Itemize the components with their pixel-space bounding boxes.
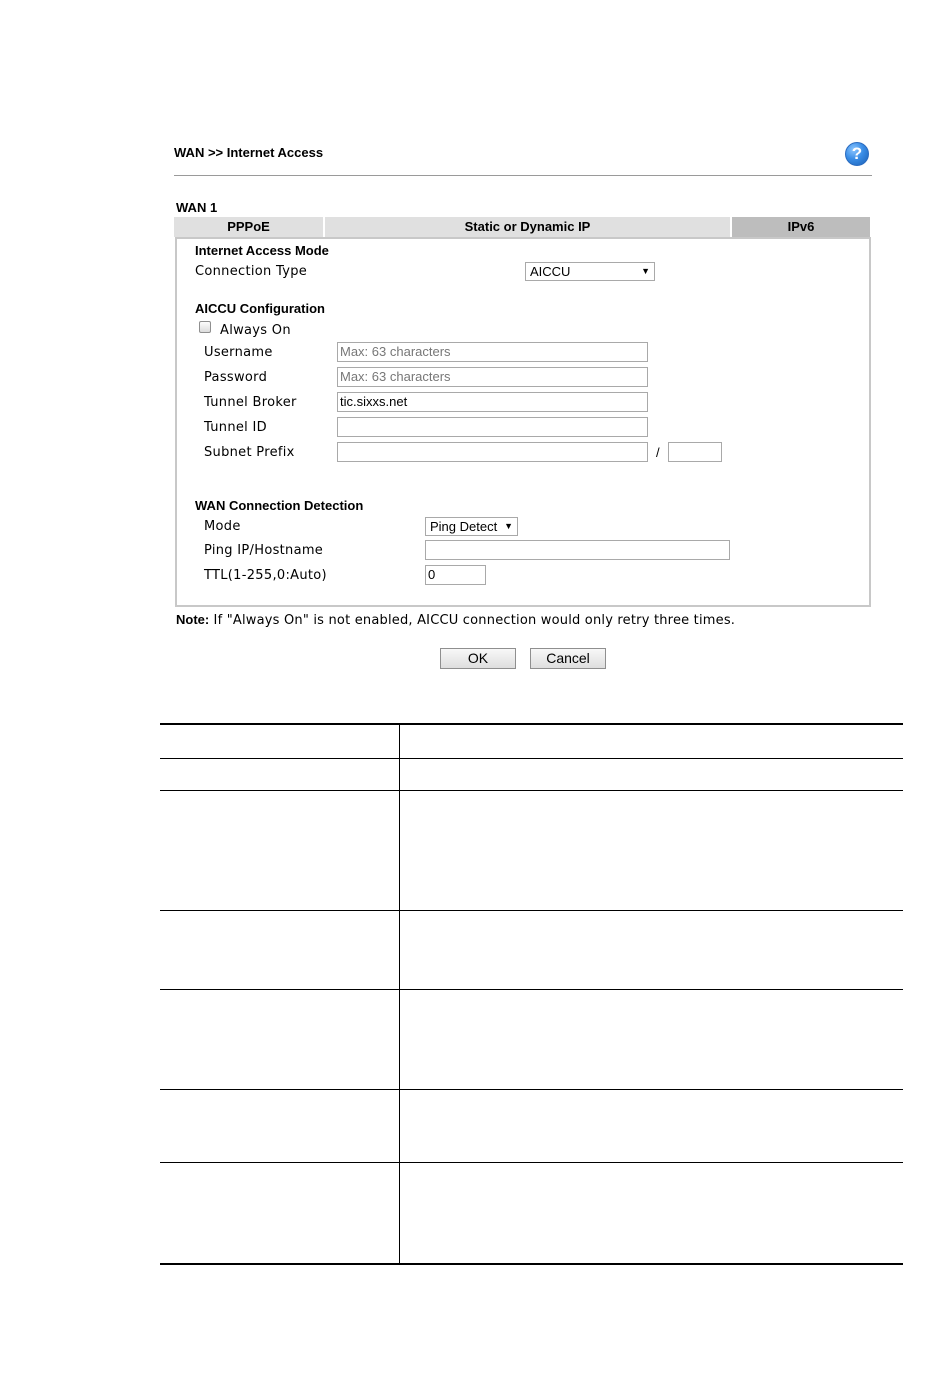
wan-label: WAN 1 [176, 200, 218, 215]
ttl-label: TTL(1-255,0:Auto) [204, 568, 327, 583]
table-row-divider [160, 1162, 903, 1163]
always-on-checkbox[interactable] [199, 321, 211, 333]
mode-label: Mode [204, 519, 241, 534]
table-bottom-border [160, 1263, 903, 1265]
table-row-divider [160, 758, 903, 759]
password-input[interactable]: Max: 63 characters [337, 367, 648, 387]
note-text [176, 612, 735, 628]
prefix-separator: / [656, 445, 660, 460]
tunnel-id-label: Tunnel ID [204, 420, 267, 435]
connection-type-select[interactable] [525, 262, 655, 281]
page-title: WAN >> Internet Access [174, 145, 324, 160]
tab-pppoe[interactable]: PPPoE [174, 217, 323, 237]
username-input[interactable]: Max: 63 characters [337, 342, 648, 362]
password-label: Password [204, 370, 268, 385]
mode-value: Ping Detect [430, 519, 498, 534]
wan-connection-detection-heading: WAN Connection Detection [195, 498, 364, 513]
ping-hostname-input[interactable] [425, 540, 730, 560]
tunnel-broker-label: Tunnel Broker [204, 395, 297, 410]
title-divider [174, 175, 872, 176]
table-row-divider [160, 1089, 903, 1090]
tunnel-id-input[interactable] [337, 417, 648, 437]
always-on-label: Always On [220, 323, 291, 338]
dropdown-arrow-icon: ▼ [641, 266, 650, 276]
subnet-prefix-input[interactable] [337, 442, 648, 462]
username-label: Username [204, 345, 273, 360]
mode-select[interactable] [425, 517, 518, 536]
cancel-button[interactable]: Cancel [530, 648, 606, 669]
ping-hostname-label: Ping IP/Hostname [204, 543, 324, 558]
note-prefix: Note: [176, 612, 210, 627]
note-body: If "Always On" is not enabled, AICCU connection would only retry three times. [209, 613, 736, 628]
dropdown-arrow-icon: ▼ [504, 521, 513, 531]
aiccu-configuration-heading: AICCU Configuration [195, 301, 325, 316]
connection-type-label: Connection Type [195, 264, 308, 279]
table-row-divider [160, 790, 903, 791]
subnet-prefix-label: Subnet Prefix [204, 445, 295, 460]
tunnel-broker-input[interactable]: tic.sixxs.net [337, 392, 648, 412]
ok-button[interactable]: OK [440, 648, 516, 669]
tab-ipv6[interactable]: IPv6 [732, 217, 870, 237]
prefix-length-input[interactable] [668, 442, 722, 462]
tab-static-dynamic-ip[interactable]: Static or Dynamic IP [325, 217, 730, 237]
help-icon[interactable]: ? [845, 142, 869, 166]
table-top-border [160, 723, 903, 725]
connection-type-value: AICCU [530, 264, 571, 279]
table-row-divider [160, 989, 903, 990]
table-row-divider [160, 910, 903, 911]
table-column-divider [399, 724, 400, 1264]
ttl-input[interactable]: 0 [425, 565, 486, 585]
internet-access-mode-heading: Internet Access Mode [195, 243, 329, 258]
